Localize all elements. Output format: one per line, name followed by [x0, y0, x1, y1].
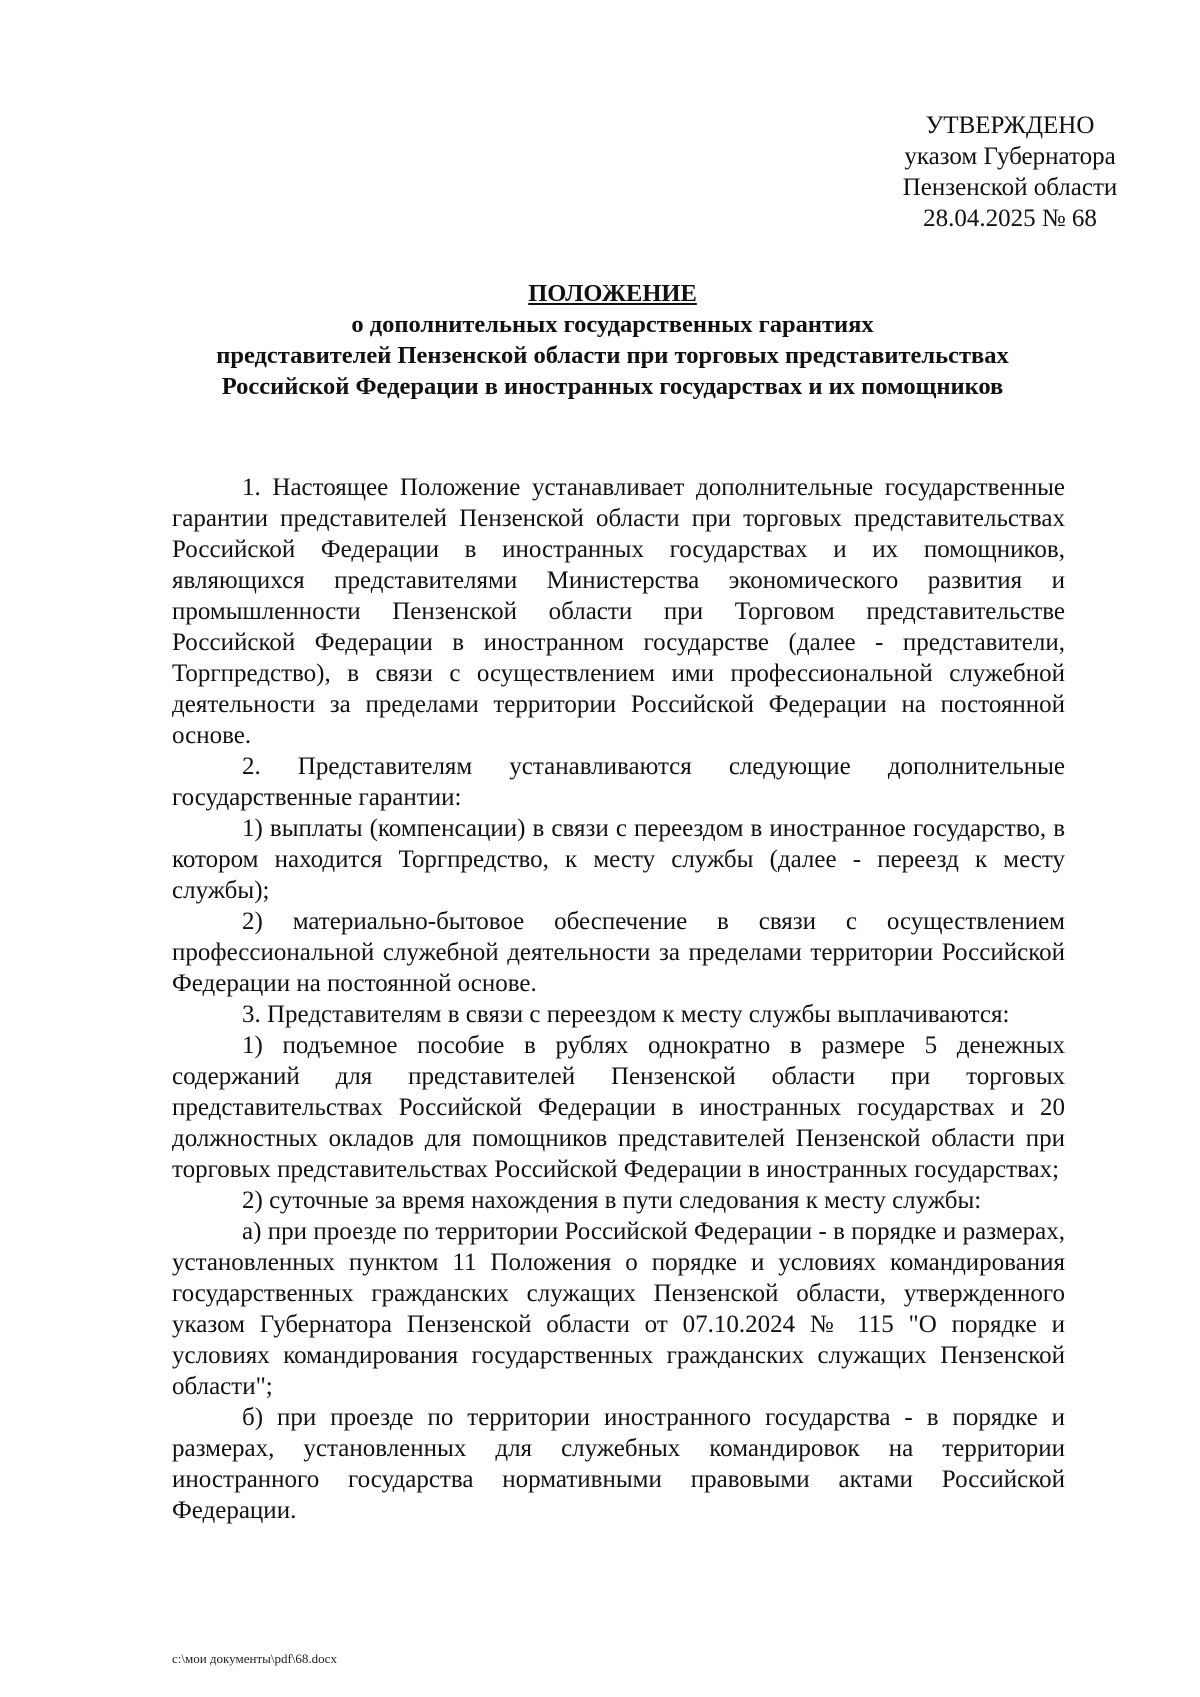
approval-line-decree: указом Губернатора	[904, 143, 1116, 170]
approval-line-approved: УТВЕРЖДЕНО	[925, 112, 1095, 139]
title-subtitle-line-1: о дополнительных государственных гарантиях	[351, 311, 874, 338]
paragraph-3-item-2: 2) суточные за время нахождения в пути следования к месту службы:	[242, 1187, 982, 1214]
paragraph-2-item-1: 1) выплаты (компенсации) в связи с переездом в иностранное государство, в котором находится Торгпредство, к месту службы (далее - переезд к месту службы);	[172, 815, 1065, 904]
approval-stamp	[860, 110, 1160, 234]
paragraph-2: 2. Представителям устанавливаются следующие дополнительные государственные гарантии:	[172, 753, 1065, 811]
paragraph-2-item-2: 2) материально-бытовое обеспечение в связи с осуществлением профессиональной служебной деятельности за пределами территории Российской Федерации на постоянной основе.	[172, 908, 1065, 997]
approval-line-date-number: 28.04.2025 № 68	[923, 205, 1097, 232]
document-body	[172, 472, 1065, 1526]
approval-line-region: Пензенской области	[902, 174, 1118, 201]
paragraph-1: 1. Настоящее Положение устанавливает дополнительные государственные гарантии представителей Пензенской области при торговых представительствах Российской Федерации в иностранных государствах и их помощников, являющихся представителями Министерства экономического развития и промышленности Пензенской области при Торговом представительстве Российской Федерации в иностранном государстве (далее - представители, Торгпредство), в связи с осуществлением ими профессиональной служебной деятельности за пределами территории Российской Федерации на постоянной основе.	[172, 474, 1065, 749]
paragraph-3-item-2-b: б) при проезде по территории иностранного государства - в порядке и размерах, установленных для служебных командировок на территории иностранного государства нормативными правовыми актами Российской Федерации.	[172, 1404, 1065, 1524]
paragraph-3: 3. Представителям в связи с переездом к месту службы выплачиваются:	[242, 1001, 1010, 1028]
title-subtitle-line-2: представителей Пензенской области при торговых представительствах	[216, 342, 1009, 369]
document-title	[160, 278, 1065, 402]
paragraph-3-item-2-a: а) при проезде по территории Российской Федерации - в порядке и размерах, установленных пунктом 11 Положения о порядке и условиях командирования государственных гражданских служащих Пензенской области, утвержденного указом Губернатора Пензенской области от 07.10.2024 № 115 "О порядке и условиях командирования государственных гражданских служащих Пензенской области";	[172, 1218, 1065, 1400]
footer-file-path: c:\мои документы\pdf\68.docx	[172, 1651, 337, 1666]
paragraph-3-item-1: 1) подъемное пособие в рублях однократно в размере 5 денежных содержаний для представителей Пензенской области при торговых представительствах Российской Федерации в иностранных государствах и 20 должностных окладов для помощников представителей Пензенской области при торговых представительствах Российской Федерации в иностранных государствах;	[172, 1032, 1065, 1183]
title-subtitle-line-3: Российской Федерации в иностранных государствах и их помощников	[221, 373, 1004, 400]
title-main: ПОЛОЖЕНИЕ	[528, 280, 697, 307]
